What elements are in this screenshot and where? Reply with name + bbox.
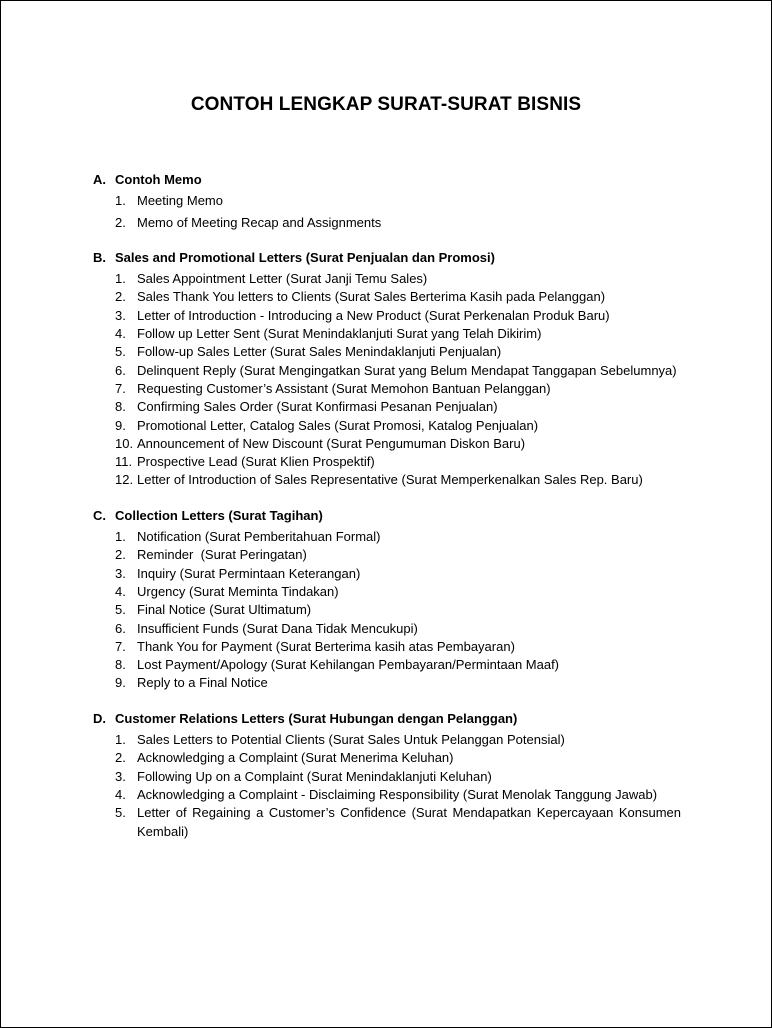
item-text: Letter of Introduction of Sales Representative (Surat Memperkenalkan Sales Rep. Baru) (137, 472, 643, 488)
item-text: Inquiry (Surat Permintaan Keterangan) (137, 565, 361, 581)
item-number: 3. (115, 307, 126, 323)
item-number: 7. (115, 380, 126, 396)
section-title: Collection Letters (Surat Tagihan) (115, 507, 323, 523)
item-number: 2. (115, 750, 126, 766)
item-number: 9. (115, 675, 126, 691)
item-number: 4. (115, 583, 126, 599)
list-item (93, 380, 681, 398)
item-text: Urgency (Surat Meminta Tindakan) (137, 583, 339, 599)
list-item (93, 435, 681, 453)
item-text: Final Notice (Surat Ultimatum) (137, 602, 312, 618)
list-item (93, 288, 681, 306)
section-list (93, 731, 681, 841)
list-item (93, 546, 681, 564)
section-d (93, 710, 681, 841)
item-text: Acknowledging a Complaint - Disclaiming Responsibility (Surat Menolak Tanggung Jawab) (137, 786, 658, 802)
item-text: Sales Appointment Letter (Surat Janji Temu Sales) (137, 271, 428, 287)
page-title: CONTOH LENGKAP SURAT-SURAT BISNIS (190, 94, 582, 115)
list-item (93, 620, 681, 638)
item-text: Confirming Sales Order (Surat Konfirmasi Pesanan Penjualan) (137, 399, 498, 415)
list-item (93, 731, 681, 749)
item-number: 8. (115, 399, 126, 415)
section-letter: C. (93, 507, 106, 523)
section-b (93, 249, 681, 490)
item-number: 10. (115, 435, 134, 451)
item-number: 11. (115, 454, 133, 470)
list-item (93, 417, 681, 435)
list-item (93, 768, 681, 786)
item-number: 7. (115, 638, 126, 654)
list-item (93, 398, 681, 416)
list-item (93, 565, 681, 583)
list-item (93, 786, 681, 804)
list-item (93, 362, 681, 380)
item-number: 5. (115, 805, 126, 821)
item-text: Sales Letters to Potential Clients (Surat Sales Untuk Pelanggan Potensial) (137, 732, 565, 748)
item-text: Sales Thank You letters to Clients (Surat Sales Berterima Kasih pada Pelanggan) (137, 289, 606, 305)
list-item (93, 307, 681, 325)
item-text: Announcement of New Discount (Surat Pengumuman Diskon Baru) (137, 435, 526, 451)
item-text: Reminder (Surat Peringatan) (137, 547, 307, 563)
section-letter: D. (93, 710, 106, 726)
item-text: Requesting Customer’s Assistant (Surat Memohon Bantuan Pelanggan) (137, 380, 551, 396)
item-number: 2. (115, 289, 126, 305)
list-item (93, 638, 681, 656)
item-text: Insufficient Funds (Surat Dana Tidak Mencukupi) (137, 620, 418, 636)
item-text: Thank You for Payment (Surat Berterima kasih atas Pembayaran) (137, 638, 515, 654)
list-item (93, 528, 681, 546)
list-item (93, 749, 681, 767)
item-text: Notification (Surat Pemberitahuan Formal) (137, 529, 381, 545)
item-number: 12. (115, 472, 134, 488)
list-item (93, 343, 681, 361)
section-heading (93, 507, 681, 525)
list-item (93, 471, 681, 489)
list-item (93, 804, 681, 841)
item-number: 6. (115, 620, 126, 636)
item-number: 5. (115, 602, 126, 618)
list-item (93, 325, 681, 343)
item-number: 2. (115, 547, 126, 563)
section-heading (93, 171, 681, 189)
item-number: 2. (115, 214, 126, 230)
list-item (93, 583, 681, 601)
section-heading (93, 710, 681, 728)
section-letter: A. (93, 172, 106, 187)
section-c (93, 507, 681, 693)
item-text: Letter of Introduction - Introducing a New Product (Surat Perkenalan Produk Baru) (137, 307, 610, 323)
item-number: 1. (115, 271, 126, 287)
item-text: Following Up on a Complaint (Surat Menindaklanjuti Keluhan) (137, 768, 492, 784)
item-number: 9. (115, 417, 126, 433)
item-text: Reply to a Final Notice (137, 675, 268, 691)
item-number: 1. (115, 732, 126, 748)
list-item (93, 601, 681, 619)
list-item (93, 656, 681, 674)
item-text: Promotional Letter, Catalog Sales (Surat Promosi, Katalog Penjualan) (137, 417, 539, 433)
section-list (93, 192, 681, 232)
item-number: 3. (115, 768, 126, 784)
item-text: Acknowledging a Complaint (Surat Menerima Keluhan) (137, 750, 454, 766)
list-item (93, 453, 681, 471)
section-title: Contoh Memo (115, 172, 202, 187)
list-item (93, 214, 681, 232)
item-number: 1. (115, 529, 126, 545)
section-heading (93, 249, 681, 267)
section-title: Sales and Promotional Letters (Surat Penjualan dan Promosi) (115, 249, 495, 265)
item-text: Prospective Lead (Surat Klien Prospektif) (137, 454, 375, 470)
item-text: Follow-up Sales Letter (Surat Sales Menindaklanjuti Penjualan) (137, 344, 502, 360)
section-list (93, 270, 681, 490)
item-number: 5. (115, 344, 126, 360)
item-number: 4. (115, 326, 126, 342)
list-item (93, 192, 681, 210)
section-a (93, 171, 681, 232)
item-number: 1. (115, 193, 126, 209)
item-text: Lost Payment/Apology (Surat Kehilangan Pembayaran/Permintaan Maaf) (137, 657, 560, 673)
item-number: 4. (115, 786, 126, 802)
item-number: 3. (115, 565, 126, 581)
item-text: Memo of Meeting Recap and Assignments (137, 214, 382, 230)
item-text: Letter of Regaining a Customer’s Confidence (Surat Mendapatkan Kepercayaan Konsumen Kembali) (137, 805, 681, 839)
document-body (93, 171, 681, 858)
section-title: Customer Relations Letters (Surat Hubungan dengan Pelanggan) (115, 710, 518, 726)
section-list (93, 528, 681, 693)
item-text: Follow up Letter Sent (Surat Menindaklanjuti Surat yang Telah Dikirim) (137, 326, 542, 342)
section-letter: B. (93, 249, 106, 265)
list-item (93, 674, 681, 692)
item-text: Meeting Memo (137, 193, 223, 209)
list-item (93, 270, 681, 288)
item-text: Delinquent Reply (Surat Mengingatkan Surat yang Belum Mendapat Tanggapan Sebelumnya) (137, 362, 677, 378)
item-number: 6. (115, 362, 126, 378)
item-number: 8. (115, 657, 126, 673)
